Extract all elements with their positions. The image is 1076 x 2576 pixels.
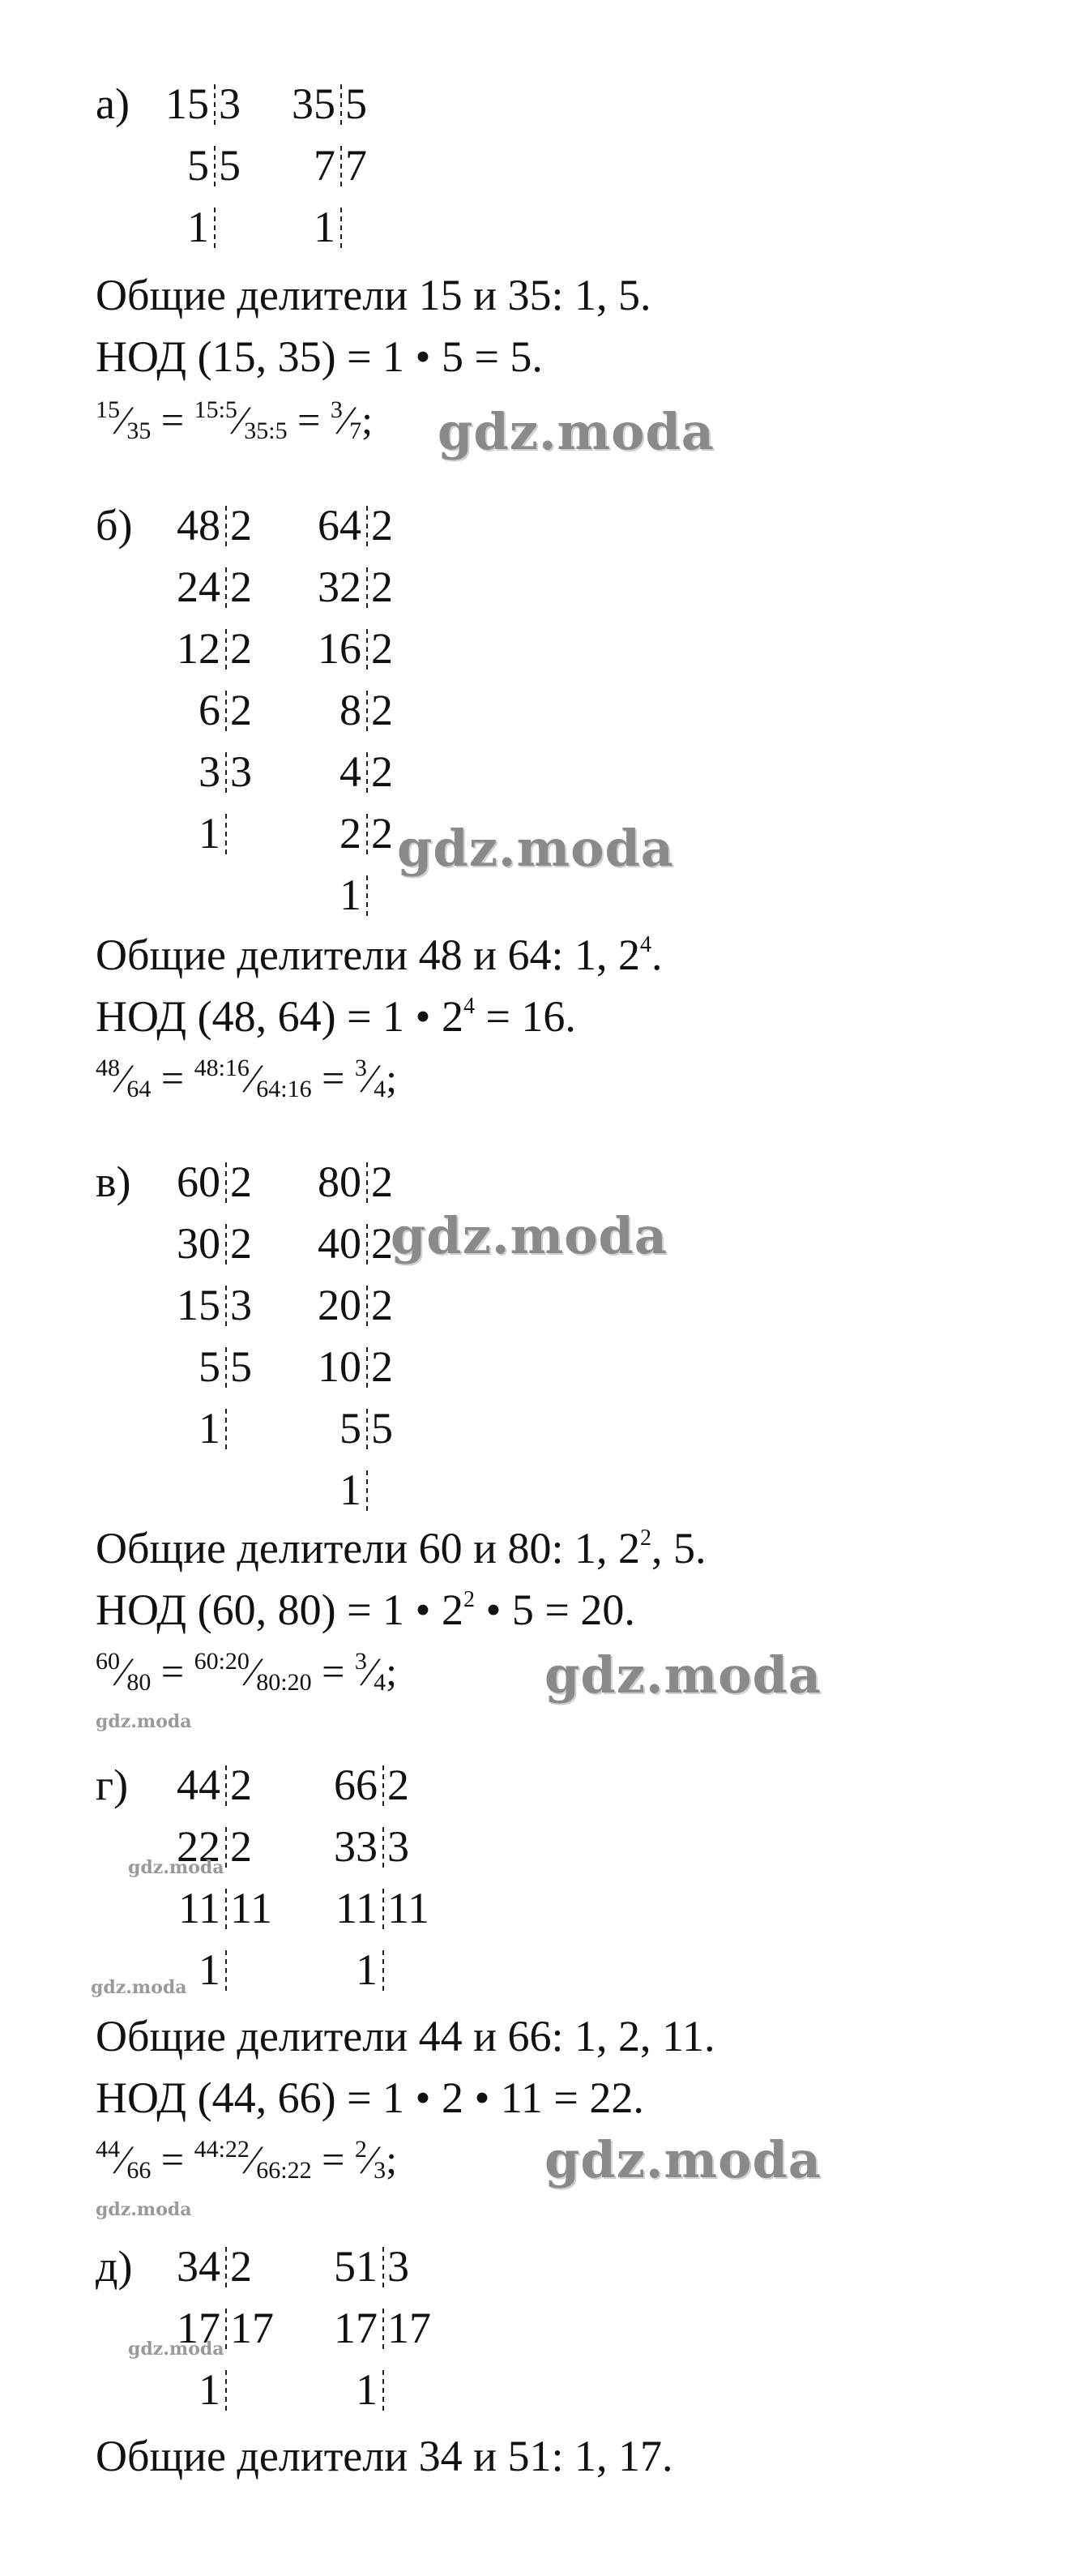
g-fraction-denominator: 3 [374,2157,386,2184]
a-fraction-slash: ⁄ [120,397,127,443]
a-fraction-equals: = [287,397,331,443]
a-fraction-slash: ⁄ [342,397,350,443]
g-left-divisor: 2 [230,1822,252,1871]
g-fraction-colon: : [280,2157,288,2184]
a-right-divider-bar [340,146,342,186]
v-right-divisor: 2 [371,1281,393,1329]
b-left-number: 48 [177,501,220,550]
b-left-number: 12 [177,624,220,673]
v-fraction-equals: = [151,1649,194,1694]
g-right-divisor: 2 [387,1761,409,1809]
b-common-divisors-base: Общие делители 48 и 64: 1, 2 [96,931,641,979]
watermark: gdz.moda [544,1645,822,1705]
v-left-number: 60 [177,1157,220,1206]
v-fraction [96,1647,397,1696]
v-right-number: 5 [339,1404,361,1453]
v-left-number: 15 [177,1281,220,1329]
g-right-divider-bar [382,1950,384,1991]
g-left-divisor: 2 [230,1761,252,1809]
v-common-divisors-end: , 5. [651,1524,707,1573]
v-right-divider-bar [366,1162,368,1203]
b-right-number: 8 [339,686,361,734]
a-right-divisor: 5 [345,79,367,128]
v-right-number: 10 [318,1342,361,1391]
watermark-small: gdz.moda [91,1977,187,1998]
v-left-number: 5 [199,1342,220,1391]
a-fraction-numerator: 15 [194,396,219,423]
label-g: г) [96,1761,129,1809]
b-fraction-denominator: 64 [126,1076,152,1102]
b-right-divider-bar [366,875,368,916]
v-gcd [96,1585,635,1634]
v-right-number: 80 [318,1157,361,1206]
g-right-number: 33 [334,1822,378,1871]
b-common-divisors [96,931,663,979]
b-fraction-equals: = [311,1055,355,1101]
a-right-divisor: 7 [345,141,367,190]
b-gcd-exponent: 4 [463,994,475,1019]
g-right-divider-bar [382,1889,384,1929]
d-left-number: 34 [177,2242,220,2291]
b-right-number: 1 [339,871,361,919]
g-fraction [96,2135,397,2184]
g-fraction-divisor: 22 [224,2136,250,2163]
watermark: gdz.moda [391,1206,668,1265]
watermark: gdz.moda [397,819,674,878]
b-right-divisor: 2 [371,747,393,796]
watermark: gdz.moda [438,402,715,461]
b-fraction-numerator: 48 [96,1055,120,1081]
d-left-divisor: 2 [230,2242,252,2291]
b-right-number: 32 [318,563,361,611]
g-fraction-denominator: 66 [126,2157,152,2184]
v-fraction-denominator: 80 [126,1669,152,1696]
b-left-number: 3 [199,747,220,796]
g-fraction-equals: = [311,2137,355,2182]
d-right-divider-bar [382,2370,384,2411]
watermark-small: gdz.moda [128,2339,224,2360]
v-fraction-denominator: 4 [374,1669,386,1696]
b-fraction-slash: ⁄ [249,1055,257,1101]
g-left-number: 44 [177,1761,220,1809]
b-left-number: 6 [199,686,220,734]
a-fraction-numerator: 15 [96,396,120,423]
v-right-number: 20 [318,1281,361,1329]
b-left-divisor: 2 [230,501,252,550]
g-right-divisor: 11 [387,1884,429,1932]
watermark-small: gdz.moda [96,2199,192,2220]
d-left-divisor: 17 [230,2304,274,2352]
g-fraction-divisor: 22 [287,2157,312,2184]
g-fraction-numerator: 44 [96,2136,120,2163]
g-fraction-slash: ⁄ [366,2137,374,2182]
v-left-number: 30 [177,1219,220,1268]
g-left-number: 11 [178,1884,220,1932]
v-fraction-numerator: 60 [96,1648,120,1675]
a-right-number: 7 [314,141,335,190]
a-fraction-equals: = [151,397,194,443]
a-fraction-colon: : [218,396,225,423]
a-right-divider-bar [340,208,342,248]
v-gcd-end: • 5 = 20. [474,1585,635,1634]
a-gcd: НОД (15, 35) = 1 • 5 = 5. [96,332,543,381]
g-right-number: 11 [335,1884,378,1932]
v-common-divisors-base: Общие делители 60 и 80: 1, 2 [96,1524,641,1573]
v-right-divisor: 5 [371,1404,393,1453]
g-right-divider-bar [382,1827,384,1868]
a-right-number: 1 [314,203,335,251]
a-fraction-slash: ⁄ [237,397,245,443]
g-right-number: 66 [334,1761,378,1809]
v-fraction-slash: ⁄ [249,1649,257,1694]
a-left-divisor: 3 [219,79,241,128]
g-fraction-equals: = [151,2137,194,2182]
d-common-divisors: Общие делители 34 и 51: 1, 17. [96,2432,673,2480]
b-right-divisor: 2 [371,809,393,858]
b-gcd [96,992,576,1041]
label-v: в) [96,1157,131,1206]
d-right-divisor: 3 [387,2242,409,2291]
label-d: д) [96,2242,133,2291]
a-fraction-divisor: 5 [275,417,288,444]
d-left-number: 17 [177,2304,220,2352]
d-right-divider-bar [382,2309,384,2349]
b-common-divisors-exponent: 4 [640,932,652,957]
g-right-number: 1 [356,1945,378,1994]
g-fraction-numerator: 2 [354,2136,367,2163]
g-right-divider-bar [382,1765,384,1806]
b-gcd-end: = 16. [474,992,576,1041]
a-common-divisors: Общие делители 15 и 35: 1, 5. [96,271,651,319]
g-left-divisor: 11 [230,1884,272,1932]
v-left-number: 1 [199,1404,220,1453]
b-fraction-colon: : [218,1055,225,1081]
g-left-number: 1 [199,1945,220,1994]
g-common-divisors: Общие делители 44 и 66: 1, 2, 11. [96,2012,715,2060]
watermark-small: gdz.moda [128,1857,224,1878]
b-right-divider-bar [366,752,368,793]
v-common-divisors [96,1524,707,1573]
g-fraction-slash: ⁄ [249,2137,257,2182]
g-fraction-numerator: 44 [194,2136,219,2163]
v-left-divisor: 2 [230,1157,252,1206]
g-fraction-denominator: 66 [256,2157,281,2184]
b-common-divisors-end: . [651,931,663,979]
b-fraction-numerator: 3 [354,1055,367,1081]
d-right-number: 51 [334,2242,378,2291]
a-fraction-denominator: 35 [244,417,269,444]
b-left-divisor: 3 [230,747,252,796]
b-fraction-denominator: 64 [256,1076,281,1102]
d-right-divisor: 17 [387,2304,431,2352]
b-fraction [96,1054,397,1102]
b-right-divider-bar [366,814,368,854]
v-gcd-base: НОД (60, 80) = 1 • 2 [96,1585,463,1634]
v-right-divisor: 2 [371,1342,393,1391]
a-fraction-numerator: 3 [330,396,343,423]
watermark-small: gdz.moda [96,1711,192,1732]
b-fraction-divisor: 16 [224,1055,250,1081]
b-right-divider-bar [366,629,368,670]
b-right-divider-bar [366,691,368,731]
v-fraction-denominator: 80 [256,1669,281,1696]
v-right-divider-bar [366,1347,368,1388]
b-right-divisor: 2 [371,686,393,734]
g-gcd: НОД (44, 66) = 1 • 2 • 11 = 22. [96,2073,644,2122]
g-fraction-end: ; [386,2137,398,2182]
b-right-divisor: 2 [371,563,393,611]
v-fraction-colon: : [218,1648,225,1675]
b-right-number: 4 [339,747,361,796]
a-left-number: 1 [187,203,209,251]
b-right-divider-bar [366,567,368,608]
v-fraction-end: ; [386,1649,398,1694]
v-fraction-slash: ⁄ [120,1649,127,1694]
v-left-divisor: 3 [230,1281,252,1329]
v-right-divider-bar [366,1409,368,1449]
b-right-divisor: 2 [371,501,393,550]
d-right-number: 17 [334,2304,378,2352]
b-fraction-slash: ⁄ [120,1055,127,1101]
v-fraction-equals: = [311,1649,355,1694]
g-fraction-colon: : [218,2136,225,2163]
v-right-divider-bar [366,1224,368,1264]
b-right-divisor: 2 [371,624,393,673]
b-left-number: 24 [177,563,220,611]
g-right-divisor: 3 [387,1822,409,1871]
label-a: а) [96,79,130,128]
b-left-divisor: 2 [230,686,252,734]
a-left-number: 5 [187,141,209,190]
g-fraction-slash: ⁄ [120,2137,127,2182]
v-gcd-exponent: 2 [463,1587,475,1612]
b-right-number: 2 [339,809,361,858]
v-fraction-colon: : [280,1669,288,1696]
d-right-divider-bar [382,2247,384,2287]
b-fraction-denominator: 4 [374,1076,386,1102]
b-left-number: 1 [199,809,220,858]
v-fraction-slash: ⁄ [366,1649,374,1694]
a-left-number: 15 [165,79,209,128]
v-right-number: 40 [318,1219,361,1268]
v-fraction-divisor: 20 [287,1669,312,1696]
g-left-number: 22 [177,1822,220,1871]
v-left-divisor: 5 [230,1342,252,1391]
b-right-number: 64 [318,501,361,550]
b-right-divider-bar [366,506,368,546]
a-left-divisor: 5 [219,141,241,190]
b-left-divisor: 2 [230,563,252,611]
a-fraction-denominator: 35 [126,417,152,444]
v-right-divisor: 2 [371,1219,393,1268]
label-b: б) [96,501,133,550]
d-left-number: 1 [199,2365,220,2414]
v-right-divider-bar [366,1470,368,1511]
v-fraction-numerator: 3 [354,1648,367,1675]
a-fraction [96,396,373,444]
b-fraction-end: ; [386,1055,398,1101]
b-fraction-divisor: 16 [287,1076,312,1102]
v-fraction-numerator: 60 [194,1648,219,1675]
v-right-divider-bar [366,1286,368,1326]
v-right-divisor: 2 [371,1157,393,1206]
v-right-number: 1 [339,1466,361,1514]
watermark: gdz.moda [544,2130,822,2189]
v-left-divisor: 2 [230,1219,252,1268]
b-gcd-base: НОД (48, 64) = 1 • 2 [96,992,463,1041]
b-fraction-numerator: 48 [194,1055,219,1081]
v-common-divisors-exponent: 2 [640,1525,652,1551]
b-fraction-colon: : [280,1076,288,1102]
a-fraction-divisor: 5 [224,396,237,423]
a-right-number: 35 [292,79,335,128]
b-right-number: 16 [318,624,361,673]
a-fraction-end: ; [361,397,374,443]
b-fraction-slash: ⁄ [366,1055,374,1101]
a-fraction-colon: : [268,417,275,444]
d-right-number: 1 [356,2365,378,2414]
a-fraction-denominator: 7 [349,417,362,444]
a-right-divider-bar [340,84,342,125]
b-left-divisor: 2 [230,624,252,673]
b-fraction-equals: = [151,1055,194,1101]
v-fraction-divisor: 20 [224,1648,250,1675]
